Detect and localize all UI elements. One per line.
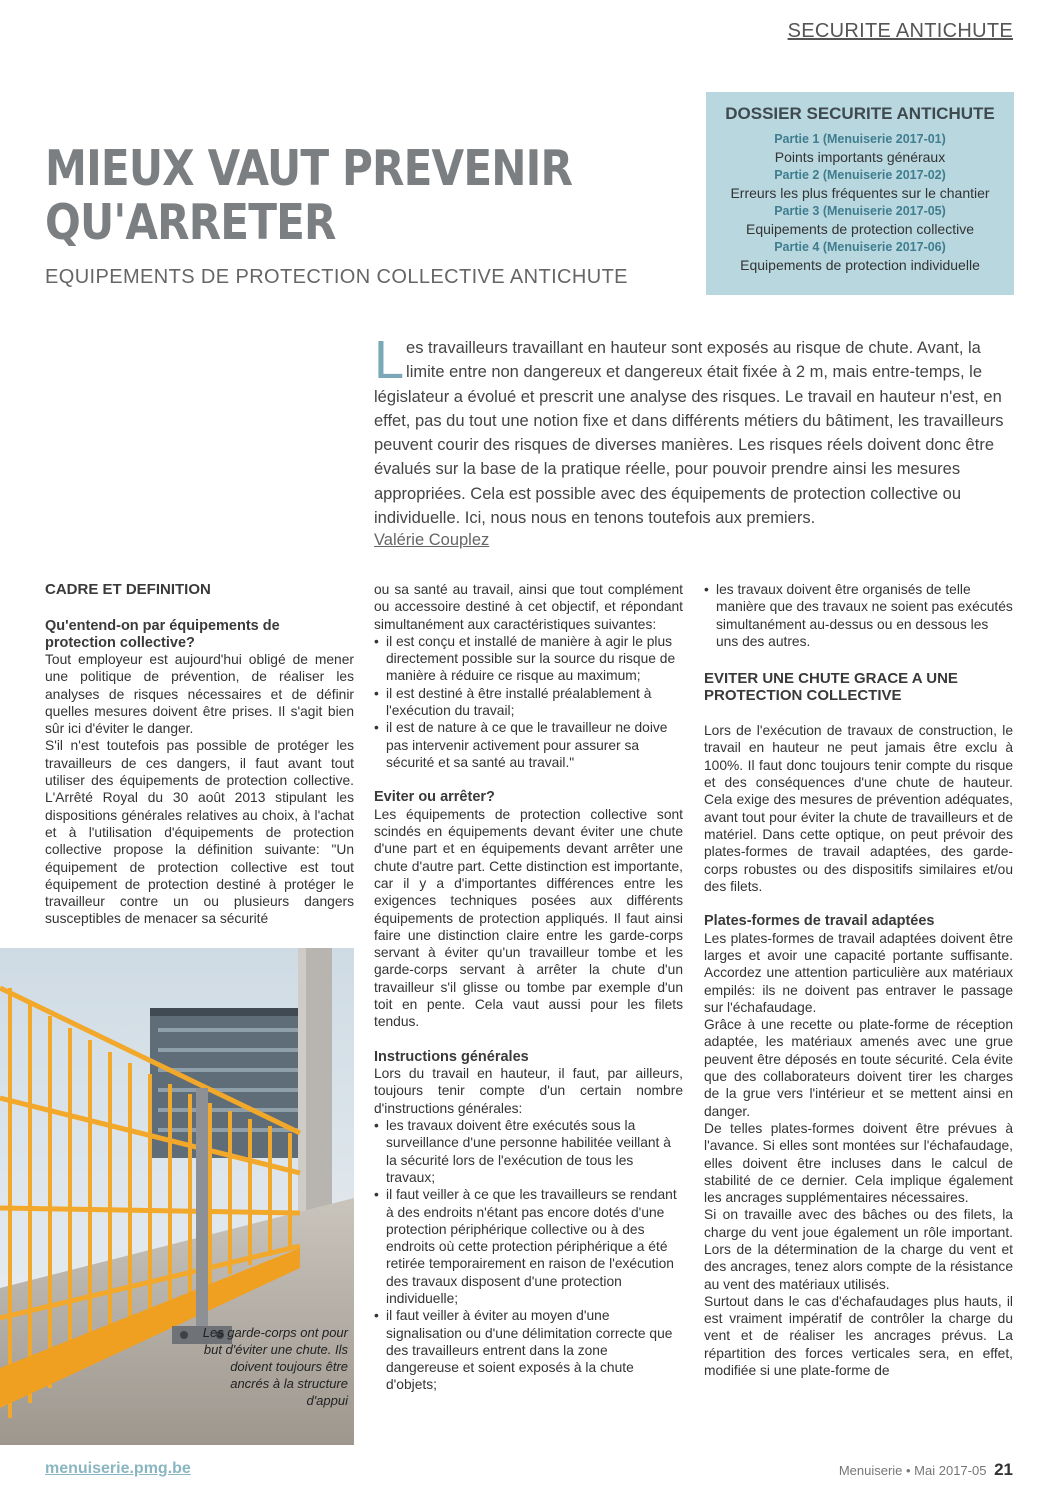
article-title — [45, 142, 578, 250]
dossier-box — [706, 92, 1014, 295]
subsection-heading: Qu'entend-on par équipements de protection collective? — [45, 618, 280, 651]
paragraph: Les plates-formes de travail adaptées doivent être larges et avoir une capacité portante suffisante. Accordez une attention particulière aux matériaux empilés: ils ne doivent pas entraver le passage sur l'échafaudage. — [704, 930, 1013, 1015]
drop-cap: L — [374, 330, 405, 390]
paragraph: Lors de l'exécution de travaux de construction, le travail en hauteur ne peut jamais être exclu à 100%. Il faut donc toujours tenir compte du risque et des conséquences d'une chute de hauteur. Cela exige des mesures de prévention adéquates, avant tout pour éviter la chute de travailleurs et de matériel. Dans cette optique, on peut prévoir des plates-formes de travail adaptées, des garde-corps robustes ou des dispositifs similaires et/ou des filets. — [704, 723, 1013, 894]
column-2 — [374, 581, 683, 1394]
dossier-title: DOSSIER SECURITE ANTICHUTE — [725, 104, 995, 123]
paragraph: Si on travaille avec des bâches ou des filets, la charge du vent joue également un rôle important. Lors de la détermination de la charge du vent et des ancrages, tenez alors compte de la résistance au vent des matériaux utilisés. — [704, 1207, 1013, 1292]
dossier-part-label: Partie 2 (Menuiserie 2017-02) — [774, 168, 946, 182]
list-item: • il faut veiller à ce que les travailleurs se rendant à des endroits n'étant pas encore dotés d'une protection périphérique collective ou à des endroits où cette protection périphérique a été retirée temporairement en raison de l'exécution des travaux disposent d'une protection individuelle; — [374, 1186, 683, 1307]
article-subtitle: EQUIPEMENTS DE PROTECTION COLLECTIVE ANTICHUTE — [45, 266, 628, 288]
railing-photo — [0, 948, 354, 1445]
subsection-heading: Eviter ou arrêter? — [374, 789, 495, 806]
dossier-part-desc: Equipements de protection collective — [745, 221, 975, 237]
list-item: • les travaux doivent être exécutés sous la surveillance d'une personne habilitée veillant à la sécurité lors de l'exécution de tous les travaux; — [374, 1117, 683, 1186]
article-title-line: MIEUX VAUT PREVENIR — [45, 140, 573, 197]
photo-caption: Les garde-corps ont pour but d'éviter une chute. Ils doivent toujours être ancrés à la structure d'appui — [202, 1325, 348, 1408]
paragraph: Tout employeur est aujourd'hui obligé de mener une politique de prévention, de réaliser les analyses de risques nécessaires et de définir quelles mesures doivent être prises. Il s'agit bien sûr ici d'éviter le danger. — [45, 652, 354, 737]
section-heading: CADRE ET DEFINITION — [45, 581, 211, 598]
paragraph: ou sa santé au travail, ainsi que tout complément ou accessoire destiné à cet objectif, et répondant simultanément aux caractéristiques suivantes: — [374, 582, 683, 632]
column-1 — [45, 581, 354, 928]
dossier-part-desc: Equipements de protection individuelle — [740, 257, 980, 273]
intro-text: es travailleurs travaillant en hauteur sont exposés au risque de chute. Avant, la limite entre non dangereux et dangereux était fixée à 2 m, mais entre-temps, le législateur a évolué et prescrit une analyse des risques. Le travail en hauteur n'est, en effet, pas du tout une notion fixe et dans différents métiers du bâtiment, les travailleurs peuvent courir des risques de diverses manières. Les risques réels doivent donc être évalués sur la base de la pratique réelle, pour pouvoir prendre ainsi les mesures appropriées. Cela est possible avec des équipements de protection collective ou individuelle. Ici, nous nous en tenons toutefois aux premiers. — [374, 339, 1004, 528]
paragraph: Surtout dans le cas d'échafaudages plus hauts, il est vraiment impératif de contrôler la charge du vent et de réaliser les ancrages prévus. La répartition des forces verticales sera, en effet, modifiée si une plate-forme de — [704, 1293, 1013, 1379]
issue-label: Menuiserie • Mai 2017-05 — [838, 1463, 987, 1478]
dossier-part-label: Partie 1 (Menuiserie 2017-01) — [774, 132, 946, 146]
list-item: • il faut veiller à éviter au moyen d'une signalisation ou d'une délimitation correcte que des travailleurs entrent dans la zone dangereuse et soient exposés à la chute d'objets; — [374, 1307, 683, 1393]
dossier-part-desc: Points importants généraux — [774, 149, 946, 165]
paragraph: Grâce à une recette ou plate-forme de réception adaptée, les matériaux amenés avec une grue peuvent être déposés en toute sécurité. Cela évite que des collaborateurs doivent tirer les charges de la grue vers l'intérieur et se mettent ainsi en danger. — [704, 1017, 1013, 1119]
dossier-part-label: Partie 4 (Menuiserie 2017-06) — [774, 240, 946, 254]
subsection-heading: Instructions générales — [374, 1048, 529, 1065]
bullet-list — [704, 581, 1013, 650]
page-number: 21 — [994, 1460, 1013, 1479]
list-item: • il est destiné à être installé préalablement à l'exécution du travail; — [374, 685, 683, 720]
list-item: • il est conçu et installé de manière à agir le plus directement possible sur la source du risque de manière à réduire ce risque au maximum; — [374, 633, 683, 685]
footer-website-link[interactable]: menuiserie.pmg.be — [45, 1460, 191, 1477]
paragraph: S'il n'est toutefois pas possible de protéger les travailleurs de ces dangers, il faut avant tout utiliser des équipements de protection collective. L'Arrêté Royal du 30 août 2013 stipulant les dispositions générales relatives au choix, à l'achat et à l'utilisation d'équipements de protection collective propose la définition suivante: "Un équipement de protection collective est tout équipement de protection destiné à protéger le travailleur contre un ou plusieurs dangers susceptibles de menacer sa sécurité — [45, 738, 354, 927]
bullet-list — [374, 1117, 683, 1394]
section-tag: SECURITE ANTICHUTE — [787, 20, 1013, 42]
paragraph: Les équipements de protection collective sont scindés en équipements devant éviter une chute d'une part et en équipements devant arrêter une chute d'autre part. Cette distinction est importante, car il y a d'importantes différences entre les exigences techniques posées aux différents équipements de protection appliqués. Il faut ainsi faire une distinction claire entre les garde-corps servant à éviter qu'un travailleur tombe et les garde-corps servant à arrêter la chute d'un travailleur s'il glisse ou tombe par exemple d'un toit en pente. Cela vaut aussi pour les filets tendus. — [374, 806, 683, 1030]
dossier-part-label: Partie 3 (Menuiserie 2017-05) — [774, 204, 946, 218]
dossier-part-desc: Erreurs les plus fréquentes sur le chantier — [730, 185, 990, 201]
paragraph: Lors du travail en hauteur, il faut, par ailleurs, toujours tenir compte d'un certain nombre d'instructions générales: — [374, 1066, 683, 1116]
list-item: • il est de nature à ce que le travailleur ne doive pas intervenir activement pour assurer sa sécurité et sa santé au travail." — [374, 719, 683, 771]
article-intro — [374, 330, 1014, 530]
bullet-list — [374, 633, 683, 771]
footer-issue — [839, 1460, 1013, 1480]
article-title-line: QU'ARRETER — [45, 194, 336, 251]
author-name: Valérie Couplez — [374, 531, 490, 549]
column-3 — [704, 581, 1013, 1379]
paragraph: De telles plates-formes doivent être prévues à l'avance. Si elles sont montées sur l'échafaudage, elles doivent être incluses dans le calcul de stabilité de ce dernier. Cela implique également les ancrages supplémentaires nécessaires. — [704, 1120, 1013, 1206]
section-heading: EVITER UNE CHUTE GRACE A UNE PROTECTION COLLECTIVE — [704, 670, 958, 705]
subsection-heading: Plates-formes de travail adaptées — [704, 913, 935, 930]
list-item: • les travaux doivent être organisés de telle manière que des travaux ne soient pas exécutés simultanément au-dessus ou en dessous les uns des autres. — [704, 581, 1013, 650]
